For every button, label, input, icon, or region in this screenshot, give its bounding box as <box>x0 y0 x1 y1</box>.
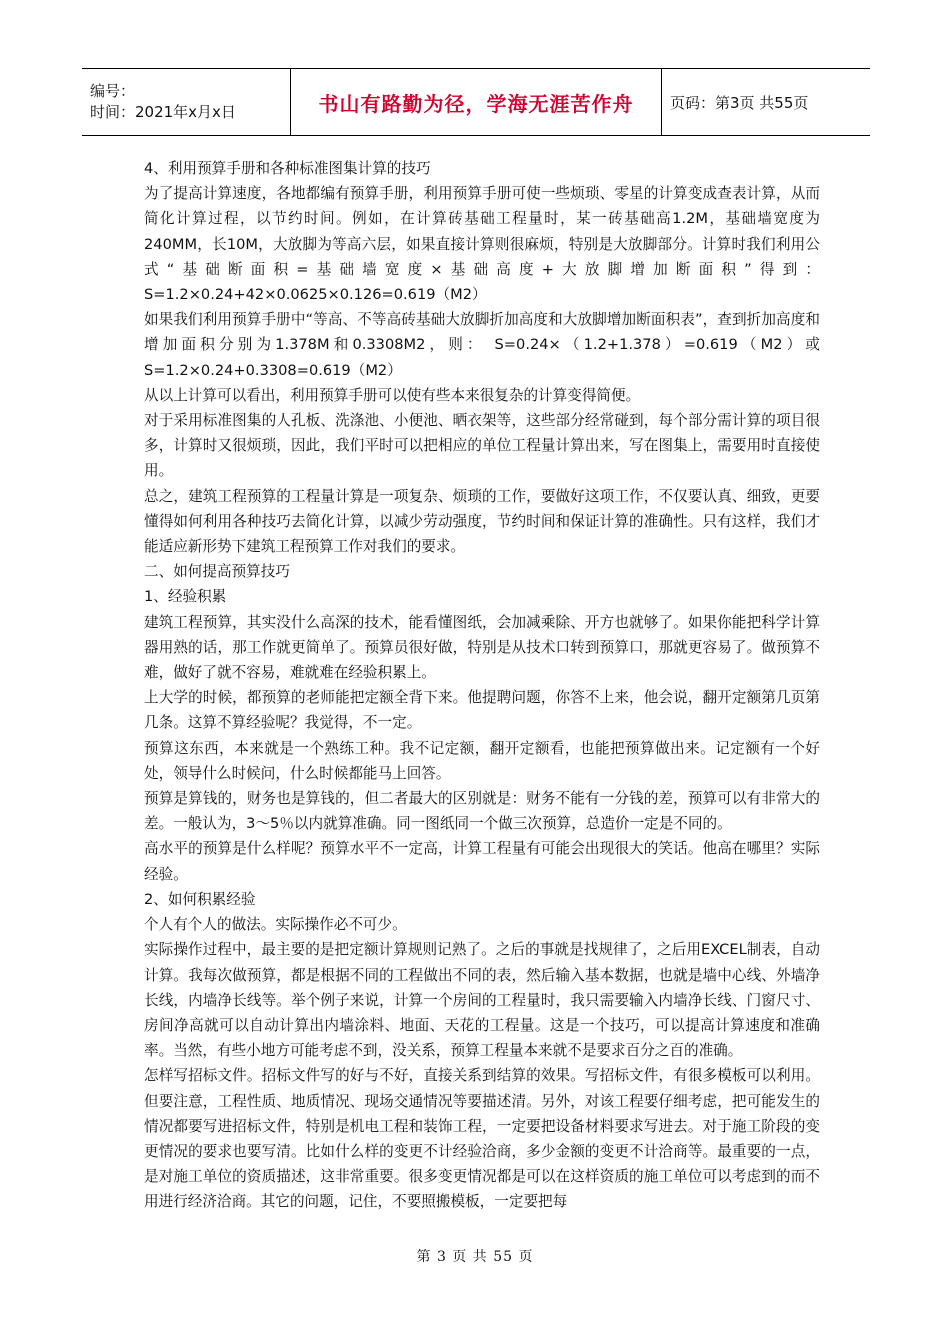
paragraph: 对于采用标准图集的人孔板、洗涤池、小便池、晒衣架等，这些部分经常碰到，每个部分需计算的项目很多，计算时又很烦琐，因此，我们平时可以把相应的单位工程量计算出来，写在图集上，需要用时直接使用。 <box>144 412 820 480</box>
page-indicator: 页码：第3页 共55页 <box>670 93 809 112</box>
paragraph: 总之，建筑工程预算的工程量计算是一项复杂、烦琐的工作，要做好这项工作，不仅要认真、细致，更要懂得如何利用各种技巧去简化计算，以减少劳动强度，节约时间和保证计算的准确性。只有这样，我们才能适应新形势下建筑工程预算工作对我们的要求。 <box>144 487 820 556</box>
paragraph: 建筑工程预算，其实没什么高深的技术，能看懂图纸，会加减乘除、开方也就够了。如果你能把科学计算器用熟的话，那工作就更简单了。预算员很好做，特别是从技术口转到预算口，那就更容易了。做预算不难，做好了就不容易，难就难在经验积累上。 <box>144 613 820 682</box>
paragraph: 怎样写招标文件。招标文件写的好与不好，直接关系到结算的效果。写招标文件，有很多模板可以利用。但要注意，工程性质、地质情况、现场交通情况等要描述清。另外，对该工程要仔细考虑，把可能发生的情况都要写进招标文件，特别是机电工程和装饰工程，一定要把设备材料要求写进去。对于施工阶段的变更情况的要求也要写清。比如什么样的变更不计经验洽商，多少金额的变更不计洽商等。最重要的一点，是对施工单位的资质描述，这非常重要。很多变更情况都是可以在这样资质的施工单位可以考虑到的而不用进行经济洽商。其它的问题，记住，不要照搬模板，一定要把每 <box>144 1067 820 1211</box>
page-footer: 第 3 页 共 55 页 <box>416 1249 534 1265</box>
paragraph: 预算是算钱的，财务也是算钱的，但二者最大的区别就是：财务不能有一分钱的差，预算可以有非常大的差。一般认为，3～5％以内就算准确。同一图纸同一个做三次预算，总造价一定是不同的。 <box>144 790 820 833</box>
paragraph: 预算这东西，本来就是一个熟练工种。我不记定额，翻开定额看，也能把预算做出来。记定额有一个好处，领导什么时候问，什么时候都能马上回答。 <box>144 739 820 782</box>
paragraph: 上大学的时候，都预算的老师能把定额全背下来。他提聘问题，你答不上来，他会说，翻开定额第几页第几条。这算不算经验呢？我觉得，不一定。 <box>144 689 820 732</box>
number-label: 编号： <box>90 82 136 100</box>
date-text: 时间：2021年x月x日 <box>90 103 236 121</box>
subsection-heading: 1、经验积累 <box>144 588 227 606</box>
paragraph: 实际操作过程中，最主要的是把定额计算规则记熟了。之后的事就是找规律了，之后用EXCEL制表，自动计算。我每次做预算，都是根据不同的工程做出不同的表，然后输入基本数据，也就是墙中心线、外墙净长线，内墙净长线等。举个例子来说，计算一个房间的工程量时，我只需要输入内墙净长线、门窗尺寸、房间净高就可以自动计算出内墙涂料、地面、天花的工程量。这是一个技巧，可以提高计算速度和准确率。当然，有些小地方可能考虑不到，没关系，预算工程量本来就不是要求百分之百的准确。 <box>144 941 820 1060</box>
paragraph: 4、利用预算手册和各种标准图集计算的技巧 <box>144 160 431 177</box>
paragraph: 个人有个人的做法。实际操作必不可少。 <box>144 916 407 934</box>
header-table <box>82 68 870 136</box>
section-heading: 二、如何提高预算技巧 <box>144 563 290 581</box>
motto: 书山有路勤为径，学海无涯苦作舟 <box>291 69 662 136</box>
paragraph: 高水平的预算是什么样呢？预算水平不一定高，计算工程量有可能会出现很大的笑话。他高在哪里？实际经验。 <box>144 840 820 883</box>
header-left-cell <box>82 69 291 136</box>
document-body <box>144 156 820 1215</box>
subsection-heading: 2、如何积累经验 <box>144 890 256 908</box>
paragraph: 为了提高计算速度，各地都编有预算手册，利用预算手册可使一些烦琐、零星的计算变成查表计算，从而简化计算过程，以节约时间。例如，在计算砖基础工程量时，某一砖基础高1.2M，基础墙宽度为240MM，长10M，大放脚为等高六层，如果直接计算则很麻烦，特别是大放脚部分。计算时我们利用公式“基础断面积=基础墙宽度×基础高度+大放脚增加断面积”得到：S=1.2×0.24+42×0.0625×0.126=0.619（M2） <box>144 185 820 304</box>
paragraph: 从以上计算可以看出，利用预算手册可以使有些本来很复杂的计算变得简便。 <box>144 386 641 404</box>
paragraph: 如果我们利用预算手册中“等高、不等高砖基础大放脚折加高度和大放脚增加断面积表”，查到折加高度和增加面积分别为1.378M和0.3308M2，则： S=0.24×（1.2+1.378）=0.619（M2）或S=1.2×0.24+0.3308=0.619（M2） <box>144 311 820 379</box>
